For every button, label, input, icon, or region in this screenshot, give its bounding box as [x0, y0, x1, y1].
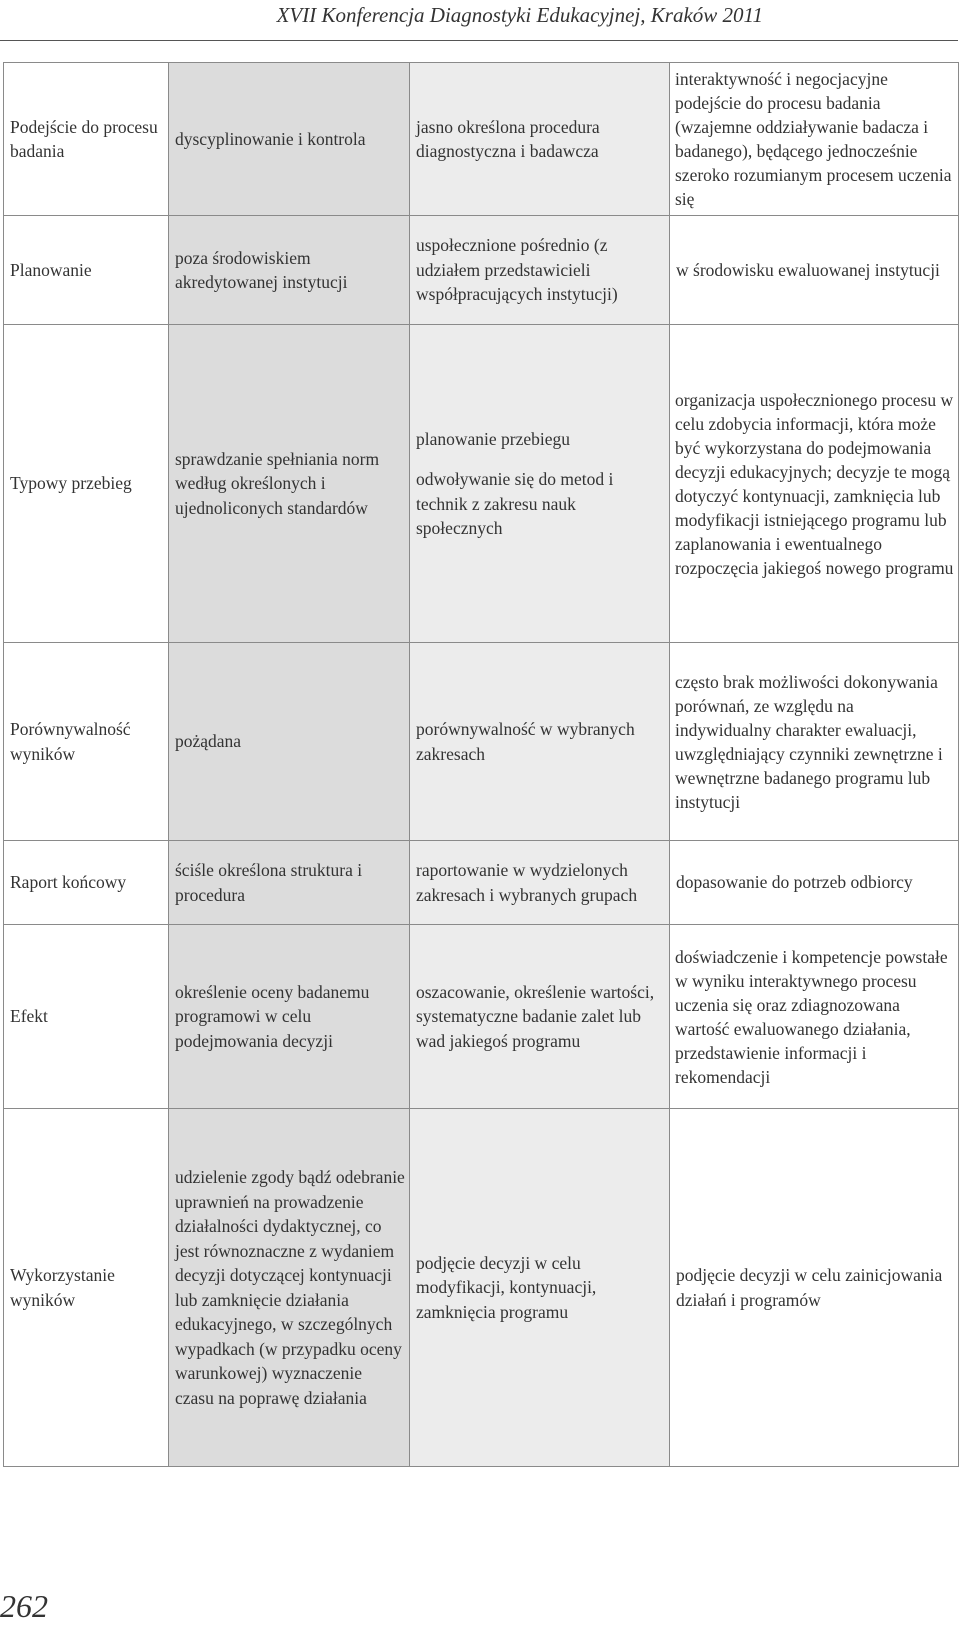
row-label: Efekt: [4, 925, 169, 1109]
running-header: [0, 0, 958, 41]
cell-col4: interaktywność i negocjacyjne podejście do procesu badania (wzajemne oddziaływanie badacza i badanego), będącego jednocześnie szeroko rozumianym procesem uczenia się: [670, 63, 959, 216]
cell-col2: pożądana: [169, 643, 410, 841]
cell-col3-part-b: odwoływanie się do metod i technik z zakresu nauk społecznych: [416, 469, 614, 538]
cell-col4: często brak możliwości dokonywania porównań, ze względu na indywidualny charakter ewaluacji, uwzględniający czynniki zewnętrzne i wewnętrzne badanego programu lub instytucji: [670, 643, 959, 841]
cell-col2: ściśle określona struktura i procedura: [169, 841, 410, 925]
cell-col2: poza środowiskiem akredytowanej instytucji: [169, 216, 410, 325]
table-row: [4, 63, 959, 216]
table-row: [4, 1109, 959, 1467]
row-label: Podejście do procesu badania: [4, 63, 169, 216]
cell-col4: doświadczenie i kompetencje powstałe w wyniku interaktywnego procesu uczenia się oraz zdiagnozowana wartość ewaluowanego działania, przedstawienie informacji i rekomendacji: [670, 925, 959, 1109]
cell-col4: dopasowanie do potrzeb odbiorcy: [670, 841, 959, 925]
cell-col3: raportowanie w wydzielonych zakresach i wybranych grupach: [410, 841, 670, 925]
table-row: [4, 325, 959, 643]
table-row: [4, 643, 959, 841]
cell-col3: porównywalność w wybranych zakresach: [410, 643, 670, 841]
row-label: Porównywalność wyników: [4, 643, 169, 841]
cell-col2: sprawdzanie spełniania norm według określonych i ujednoliconych standardów: [169, 325, 410, 643]
cell-col3: oszacowanie, określenie wartości, systematyczne badanie zalet lub wad jakiegoś programu: [410, 925, 670, 1109]
cell-col4: w środowisku ewaluowanej instytucji: [670, 216, 959, 325]
row-label: Wykorzystanie wyników: [4, 1109, 169, 1467]
table-row: [4, 216, 959, 325]
cell-col3: [410, 325, 670, 643]
cell-col3: uspołecznione pośrednio (z udziałem przedstawicieli współpracujących instytucji): [410, 216, 670, 325]
cell-col4: podjęcie decyzji w celu zainicjowania działań i programów: [670, 1109, 959, 1467]
cell-col4: organizacja uspołecznionego procesu w celu zdobycia informacji, która może być wykorzystana do podejmowania decyzji edukacyjnych; decyzje te mogą dotyczyć kontynuacji, zamknięcia lub modyfikacji istniejącego programu lub zaplanowania i ewentualnego rozpoczęcia jakiegoś nowego programu: [670, 325, 959, 643]
table-row: [4, 841, 959, 925]
row-label: Planowanie: [4, 216, 169, 325]
row-label: Typowy przebieg: [4, 325, 169, 643]
comparison-table: [3, 62, 959, 1467]
page-number: 262: [0, 1588, 48, 1624]
row-label: Raport końcowy: [4, 841, 169, 925]
table-row: [4, 925, 959, 1109]
cell-col3: jasno określona procedura diagnostyczna i badawcza: [410, 63, 670, 216]
cell-col3: podjęcie decyzji w celu modyfikacji, kontynuacji, zamknięcia programu: [410, 1109, 670, 1467]
running-title: XVII Konferencja Diagnostyki Edukacyjnej, Kraków 2011: [276, 3, 763, 27]
cell-col2: określenie oceny badanemu programowi w celu podejmowania decyzji: [169, 925, 410, 1109]
cell-col2: udzielenie zgody bądź odebranie uprawnień na prowadzenie działalności dydaktycznej, co jest równoznaczne z wydaniem decyzji dotyczącej kontynuacji lub zamknięcie działania edukacyjnego, w szczególnych wypadkach (w przypadku oceny warunkowej) wyznaczenie czasu na poprawę działania: [169, 1109, 410, 1467]
cell-col3-part-a: planowanie przebiegu: [416, 428, 571, 449]
cell-col2: dyscyplinowanie i kontrola: [169, 63, 410, 216]
